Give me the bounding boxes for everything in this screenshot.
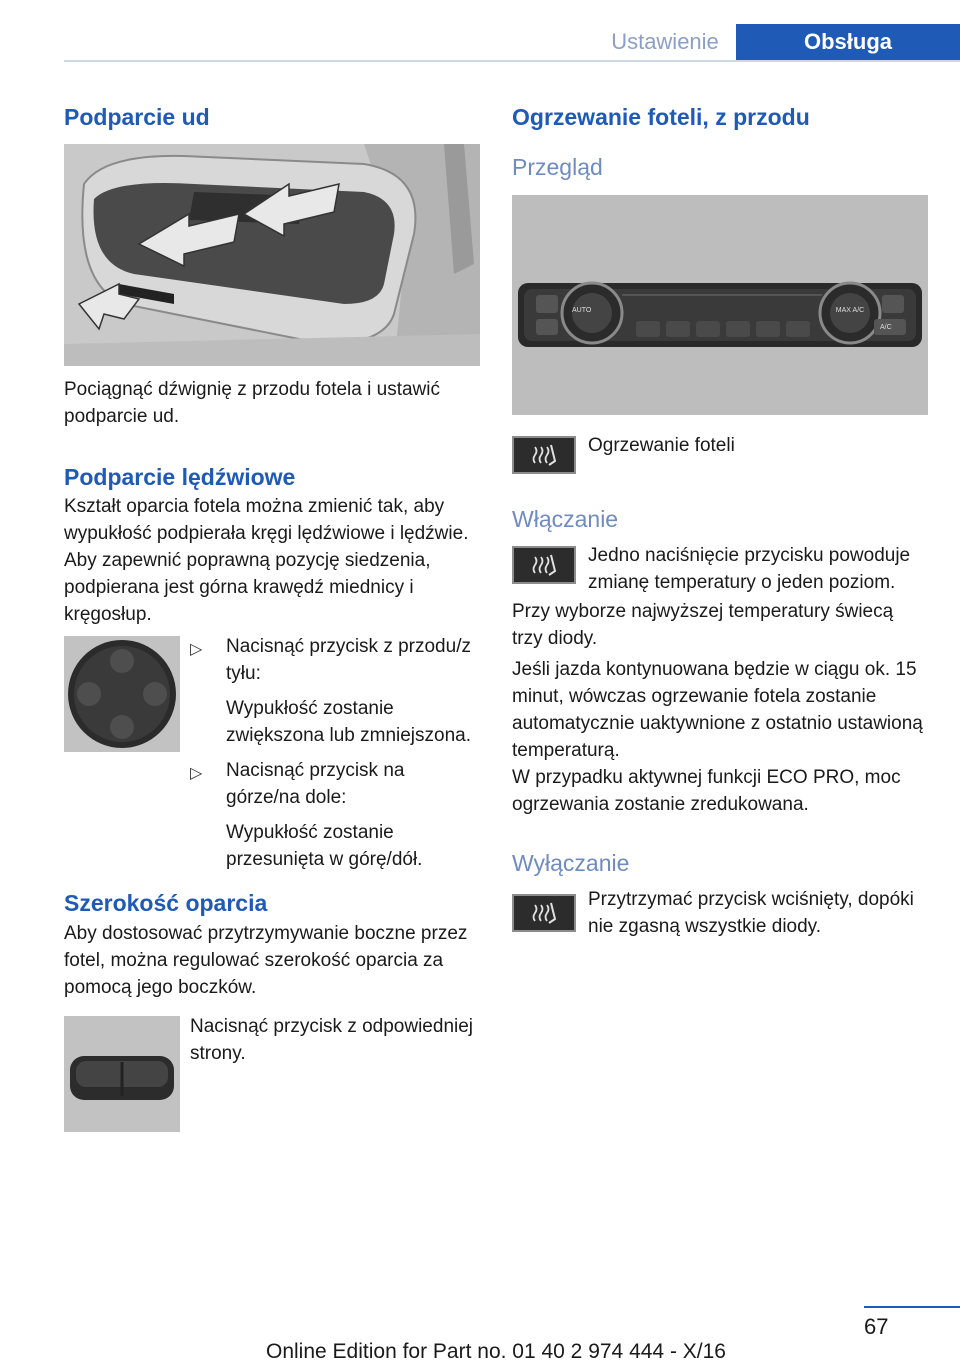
backrest-width-text: Aby dostosować przytrzymywanie boczne przez fotel, można regulować szerokość oparcia za pomocą jego boczków. (64, 923, 468, 998)
bullet-main-text: Nacisnąć przycisk z przodu/z tyłu: (226, 636, 471, 684)
backrest-width-instruction: Nacisnąć przycisk z odpowiedniej strony. (190, 1016, 474, 1064)
seat-heating-icon (512, 894, 576, 932)
list-item (190, 757, 482, 873)
bullet-triangle-icon: ▷ (190, 641, 203, 658)
heading-overview: Przegląd (512, 154, 603, 180)
heading-lumbar-support: Podparcie lędźwiowe (64, 464, 296, 490)
switch-on-text: Jedno naciśnięcie przycisku powoduje zmianę temperatury o jeden poziom. (588, 545, 911, 593)
seat-heating-icon (512, 436, 576, 474)
thigh-support-text: Pociągnąć dźwignię z przodu fotela i ustawić podparcie ud. (64, 379, 440, 427)
backrest-width-button-image (64, 1016, 180, 1132)
heading-switch-on: Włączanie (512, 506, 619, 532)
heading-thigh-support: Podparcie ud (64, 104, 210, 130)
switch-on-auto-reactivation-text: Jeśli jazda kontynuowana będzie w ciągu ok. 15 minut, wówczas ogrzewanie fotela zostanie automatycznie uaktywnione z ostatnio ustawioną temperaturą. (512, 659, 923, 761)
climate-panel-image (512, 195, 928, 415)
switch-on-eco-pro-text: W przypadku aktywnej funkcji ECO PRO, moc ogrzewania zostanie zredukowana. (512, 767, 901, 815)
list-item (190, 633, 482, 749)
thigh-support-illustration (64, 144, 480, 366)
heading-backrest-width: Szerokość oparcia (64, 890, 268, 916)
page-number: 67 (864, 1314, 889, 1339)
bullet-sub-text: Wypukłość zostanie zwiększona lub zmniejszona. (226, 698, 472, 746)
edition-footer: Online Edition for Part no. 01 40 2 974 444 - X/16 (266, 1340, 726, 1363)
switch-on-three-leds-text: Przy wyborze najwyższej temperatury świecą trzy diody. (512, 601, 894, 649)
lumbar-button-image (64, 636, 180, 752)
heading-seat-heating: Ogrzewanie foteli, z przodu (512, 104, 810, 130)
header-rule (64, 60, 960, 62)
section-tab-ustawienie[interactable]: Ustawienie (596, 24, 734, 60)
heading-switch-off: Wyłączanie (512, 850, 630, 876)
panel-label-ac: A/C (880, 324, 892, 331)
switch-off-text: Przytrzymać przycisk wciśnięty, dopóki nie zgasną wszystkie diody. (588, 889, 914, 937)
bullet-triangle-icon: ▷ (190, 765, 203, 782)
bullet-sub-text: Wypukłość zostanie przesunięta w górę/dół. (226, 822, 423, 870)
panel-label-auto: AUTO (572, 307, 592, 314)
section-tab-obsluga[interactable]: Obsługa (736, 24, 960, 60)
seat-heating-caption: Ogrzewanie foteli (588, 435, 735, 456)
panel-label-max-ac: MAX A/C (835, 307, 865, 314)
lumbar-support-text: Kształt oparcia fotela można zmienić tak, aby wypukłość podpierała kręgi lędźwiowe i lędźwie. Aby zapewnić poprawną pozycję siedzenia, podpierana jest górna krawędź miednicy i kręgosłup. (64, 496, 469, 625)
footer-rule (864, 1306, 960, 1308)
seat-heating-icon (512, 546, 576, 584)
lumbar-instructions-list (190, 633, 482, 873)
bullet-main-text: Nacisnąć przycisk na górze/na dole: (226, 760, 405, 808)
